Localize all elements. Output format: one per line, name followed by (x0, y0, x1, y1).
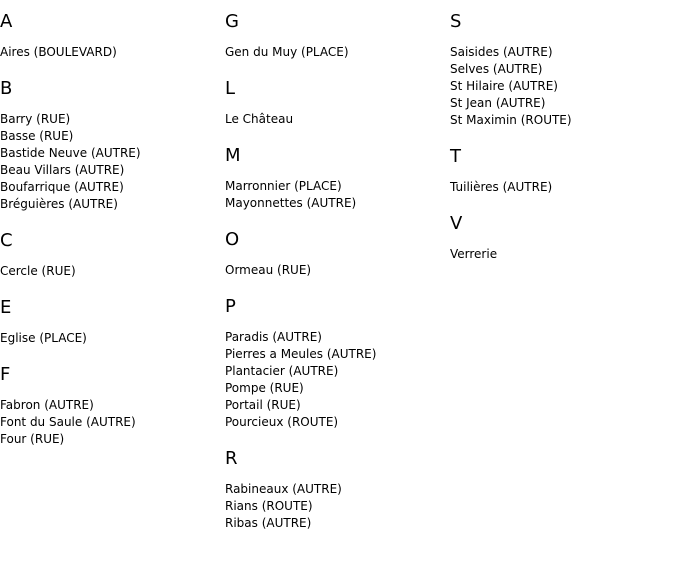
street-list (450, 179, 665, 196)
street-link[interactable]: Bréguières (AUTRE) (0, 197, 118, 211)
street-link[interactable]: Ribas (AUTRE) (225, 516, 312, 530)
street-link[interactable]: St Jean (AUTRE) (450, 96, 546, 110)
letter-heading: T (450, 146, 461, 167)
letter-heading: P (225, 296, 236, 317)
street-list (0, 397, 215, 448)
street-link[interactable]: Beau Villars (AUTRE) (0, 163, 125, 177)
street-list (225, 329, 440, 431)
street-link[interactable]: Eglise (PLACE) (0, 331, 87, 345)
street-list (0, 111, 215, 213)
street-list (450, 246, 665, 263)
street-link[interactable]: Rabineaux (AUTRE) (225, 482, 342, 496)
street-link[interactable]: Mayonnettes (AUTRE) (225, 196, 357, 210)
street-link[interactable]: Boufarrique (AUTRE) (0, 180, 124, 194)
letter-group (225, 295, 440, 431)
street-link[interactable]: St Hilaire (AUTRE) (450, 79, 558, 93)
street-link[interactable]: Selves (AUTRE) (450, 62, 543, 76)
street-link[interactable]: Gen du Muy (PLACE) (225, 45, 349, 59)
street-link[interactable]: Paradis (AUTRE) (225, 330, 322, 344)
street-list (225, 178, 440, 212)
letter-group (0, 363, 215, 448)
directory-column (0, 10, 215, 464)
street-list (225, 111, 440, 128)
letter-group (450, 10, 665, 129)
street-link[interactable]: Rians (ROUTE) (225, 499, 313, 513)
letter-heading: R (225, 448, 238, 469)
letter-heading: C (0, 230, 13, 251)
letter-group (450, 145, 665, 196)
street-link[interactable]: Verrerie (450, 247, 498, 261)
street-link[interactable]: Ormeau (RUE) (225, 263, 312, 277)
street-list (225, 481, 440, 532)
street-list (225, 44, 440, 61)
street-list (225, 262, 440, 279)
street-link[interactable]: Barry (RUE) (0, 112, 71, 126)
street-link[interactable]: Le Château (225, 112, 294, 126)
letter-group (225, 144, 440, 212)
street-link[interactable]: Portail (RUE) (225, 398, 301, 412)
letter-heading: S (450, 11, 462, 32)
street-list (450, 44, 665, 129)
letter-group (0, 77, 215, 213)
letter-group (0, 10, 215, 61)
street-link[interactable]: Cercle (RUE) (0, 264, 76, 278)
letter-group (225, 10, 440, 61)
street-link[interactable]: Bastide Neuve (AUTRE) (0, 146, 141, 160)
letter-heading: M (225, 145, 241, 166)
letter-heading: A (0, 11, 13, 32)
street-link[interactable]: Saisides (AUTRE) (450, 45, 553, 59)
street-link[interactable]: Fabron (AUTRE) (0, 398, 94, 412)
street-list (0, 330, 215, 347)
street-link[interactable]: Basse (RUE) (0, 129, 74, 143)
street-link[interactable]: Tuilières (AUTRE) (450, 180, 553, 194)
street-list (0, 44, 215, 61)
letter-group (225, 77, 440, 128)
street-link[interactable]: Plantacier (AUTRE) (225, 364, 339, 378)
street-link[interactable]: Font du Saule (AUTRE) (0, 415, 136, 429)
letter-heading: O (225, 229, 240, 250)
street-link[interactable]: Four (RUE) (0, 432, 65, 446)
street-link[interactable]: Pompe (RUE) (225, 381, 304, 395)
directory-column (450, 10, 665, 279)
street-link[interactable]: Pourcieux (ROUTE) (225, 415, 339, 429)
letter-heading: F (0, 364, 11, 385)
letter-heading: E (0, 297, 12, 318)
street-link[interactable]: St Maximin (ROUTE) (450, 113, 572, 127)
letter-group (0, 229, 215, 280)
letter-group (225, 228, 440, 279)
street-link[interactable]: Marronnier (PLACE) (225, 179, 342, 193)
letter-group (450, 212, 665, 263)
letter-heading: G (225, 11, 239, 32)
letter-group (0, 296, 215, 347)
street-list (0, 263, 215, 280)
letter-heading: L (225, 78, 236, 99)
street-link[interactable]: Aires (BOULEVARD) (0, 45, 117, 59)
directory-column (225, 10, 440, 548)
letter-heading: V (450, 213, 463, 234)
letter-heading: B (0, 78, 13, 99)
letter-group (225, 447, 440, 532)
street-link[interactable]: Pierres a Meules (AUTRE) (225, 347, 377, 361)
